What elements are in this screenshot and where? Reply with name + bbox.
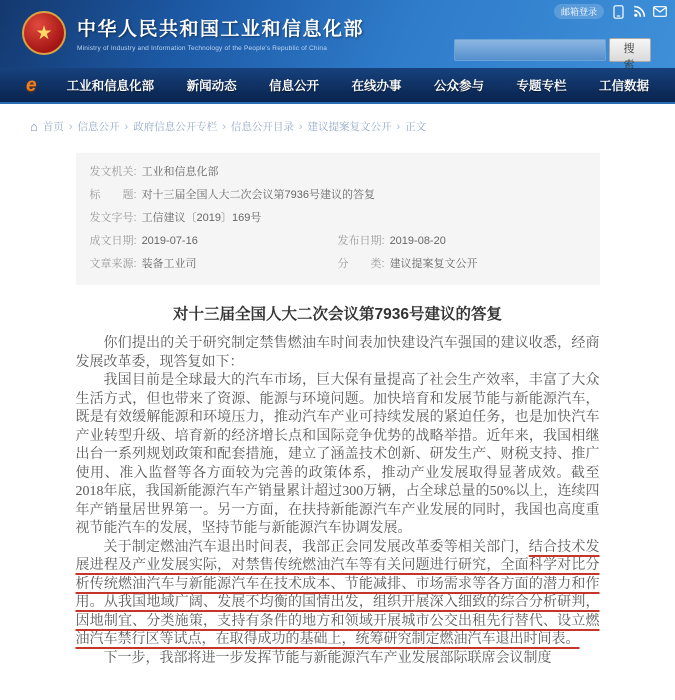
meta-row-dates xyxy=(90,230,586,253)
brand-block xyxy=(22,11,364,55)
search-button[interactable]: 搜 索 xyxy=(609,38,651,62)
meta-row-issuing-org xyxy=(90,161,586,184)
source-cell xyxy=(90,258,338,271)
rss-icon[interactable] xyxy=(632,5,646,19)
breadcrumb-info-catalog[interactable]: 信息公开目录 xyxy=(230,121,294,133)
nav-item-public-participation[interactable]: 公众参与 xyxy=(434,79,485,93)
doc-title-label: 标 题: xyxy=(89,189,137,201)
miit-e-logo-icon: e xyxy=(26,74,37,96)
written-date-value: 2019-07-16 xyxy=(141,235,198,247)
category-value: 建议提案复文公开 xyxy=(389,258,478,270)
breadcrumb-separator: › xyxy=(298,120,303,133)
header-search xyxy=(454,38,651,71)
article-title: 对十三届全国人大二次会议第7936号建议的答复 xyxy=(173,306,502,323)
meta-row-doc-number xyxy=(90,207,586,230)
site-header xyxy=(0,0,675,71)
breadcrumb-separator: › xyxy=(68,120,73,133)
issuing-org-label: 发文机关: xyxy=(89,166,137,178)
breadcrumb-separator: › xyxy=(396,120,401,133)
document-meta-panel xyxy=(76,153,600,285)
doc-number-label: 发文字号: xyxy=(89,212,137,224)
breadcrumb-home[interactable]: 首页 xyxy=(42,121,64,133)
breadcrumb-gov-info-column[interactable]: 政府信息公开专栏 xyxy=(133,121,218,133)
nav-item-news[interactable]: 新闻动态 xyxy=(186,79,237,93)
category-cell xyxy=(338,258,586,271)
mail-icon[interactable] xyxy=(653,5,667,19)
search-input[interactable] xyxy=(454,39,606,61)
article-paragraph-4: 下一步，我部将进一步发挥节能与新能源汽车产业发展部际联席会议制度 xyxy=(103,650,552,666)
issuing-org-value: 工业和信息化部 xyxy=(141,166,219,178)
meta-row-title xyxy=(90,184,586,207)
topbar-utility xyxy=(554,4,667,19)
mail-login-link[interactable]: 邮箱登录 xyxy=(554,4,604,19)
publish-date-value: 2019-08-20 xyxy=(389,235,446,247)
doc-number-value: 工信建议〔2019〕169号 xyxy=(141,212,262,224)
content-area xyxy=(76,153,600,668)
written-date-cell xyxy=(90,235,338,248)
ministry-title: 中华人民共和国工业和信息化部 xyxy=(77,19,365,40)
article-paragraph-1: 你们提出的关于研究制定禁售燃油车时间表加快建设汽车强国的建议收悉，经商发展改革委，现答复如下： xyxy=(75,336,600,370)
paragraph-3-lead: 关于制定燃油汽车退出时间表，我部正会同发展改革委等相关部门， xyxy=(103,539,529,555)
nav-item-miit[interactable]: 工业和信息化部 xyxy=(66,79,155,93)
publish-date-cell xyxy=(338,235,586,248)
breadcrumb-current-page: 正文 xyxy=(405,121,427,133)
written-date-label: 成文日期: xyxy=(89,235,137,247)
nav-item-miit-data[interactable]: 工信数据 xyxy=(598,79,649,93)
source-label: 文章来源: xyxy=(89,258,137,270)
ministry-titles xyxy=(77,14,364,52)
emblem-star-glyph: ★ xyxy=(35,22,53,44)
breadcrumb-separator: › xyxy=(222,120,226,133)
paragraph-3-red-underlined-text: 结合技术发展进程及产业发展实际，对禁售传统燃油汽车等有关问题进行研究，全面科学对比分析传统燃油汽车与新能源汽车在技术成本、节能减排、市场需求等各方面的潜力和作用。从我国地域广阔、发展不均衡的国情出发，组织开展深入细致的综合分析研判，因地制宜、分类施策，支持有条件的地方和领域开展城市公交出租先行替代、设立燃油汽车禁行区等试点，在取得成功的基础上，统筹研究制定燃油汽车退出时间表。 xyxy=(75,539,600,647)
ministry-subtitle: Ministry of Industry and Information Technology of the People's Republic of China xyxy=(77,45,328,52)
article-paragraph-2: 我国目前是全球最大的汽车市场，巨大保有量提高了社会生产效率，丰富了大众生活方式，但也带来了资源、能源与环境问题。加快培育和发展节能与新能源汽车，既是有效缓解能源和环境压力，推动汽车产业可持续发展的紧迫任务，也是加快汽车产业转型升级、培育新的经济增长点和国际竞争优势的战略举措。近年来，我国相继出台一系列规划政策和配套措施，建立了涵盖技术创新、研发生产、财税支持、推广使用、准入监督等各方面较为完善的政策体系，推动产业发展取得显著成效。截至2018年底，我国新能源汽车产销量累计超过300万辆，占全球总量的50%以上，连续四年产销量居世界第一。另一方面，在扶持新能源汽车产业发展的同时，我国也高度重视节能汽车的发展，坚持节能与新能源汽车协调发展。 xyxy=(75,373,600,536)
nav-items xyxy=(67,76,649,94)
breadcrumb xyxy=(0,104,675,145)
main-nav xyxy=(0,68,675,104)
home-icon[interactable]: ⌂ xyxy=(30,119,38,134)
meta-row-source-category xyxy=(90,253,586,276)
mobile-phone-icon[interactable] xyxy=(611,5,625,19)
doc-title-value: 对十三届全国人大二次会议第7936号建议的答复 xyxy=(141,189,376,201)
nav-item-special-columns[interactable]: 专题专栏 xyxy=(516,79,567,93)
breadcrumb-separator: › xyxy=(124,120,129,133)
category-label: 分 类: xyxy=(337,258,385,270)
article-paragraph-3 xyxy=(76,539,600,650)
nav-item-info-disclosure[interactable]: 信息公开 xyxy=(269,79,320,93)
source-value: 装备工业司 xyxy=(141,258,197,270)
publish-date-label: 发布日期: xyxy=(337,235,385,247)
national-emblem-icon xyxy=(22,11,66,55)
breadcrumb-suggestions-replies[interactable]: 建议提案复文公开 xyxy=(307,121,392,133)
nav-item-online-services[interactable]: 在线办事 xyxy=(351,79,402,93)
article-body xyxy=(76,335,600,668)
breadcrumb-info-disclosure[interactable]: 信息公开 xyxy=(77,121,120,133)
